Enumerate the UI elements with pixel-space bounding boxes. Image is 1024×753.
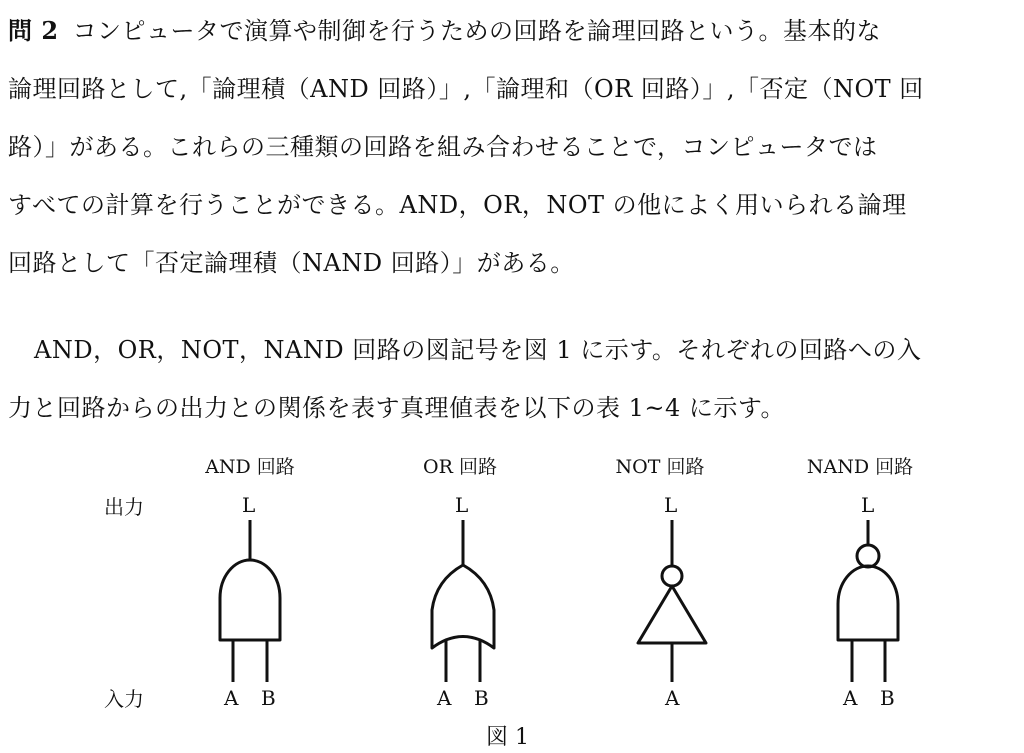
and-input-b: B bbox=[261, 686, 276, 710]
not-gate-title: NOT 回路 bbox=[615, 456, 705, 478]
text-line: 論理回路として,「論理積（AND 回路）」,「論理和（OR 回路）」,「否定（NOT 回 bbox=[8, 75, 924, 103]
or-input-a: A bbox=[437, 686, 452, 710]
or-input-b: B bbox=[474, 686, 489, 710]
not-input-a: A bbox=[665, 686, 680, 710]
nand-input-b: B bbox=[880, 686, 895, 710]
output-row-label: 出力 bbox=[104, 495, 144, 519]
or-gate-title: OR 回路 bbox=[423, 456, 497, 478]
input-row-label: 入力 bbox=[104, 687, 144, 711]
question-label: 問 2 bbox=[8, 16, 59, 45]
text-line: 力と回路からの出力との関係を表す真理値表を以下の表 1~4 に示す。 bbox=[8, 394, 785, 422]
and-input-a: A bbox=[224, 686, 239, 710]
nand-gate-symbol bbox=[838, 520, 898, 682]
text-line: AND，OR，NOT，NAND 回路の図記号を図 1 に示す。それぞれの回路への入 bbox=[34, 336, 922, 364]
nand-input-a: A bbox=[843, 686, 858, 710]
nand-output-label: L bbox=[861, 493, 875, 517]
and-output-label: L bbox=[242, 493, 256, 517]
or-gate-symbol bbox=[432, 520, 494, 682]
not-output-label: L bbox=[664, 493, 678, 517]
text-line: 問 2 コンピュータで演算や制御を行うための回路を論理回路という。基本的な bbox=[8, 16, 882, 45]
and-gate-title: AND 回路 bbox=[205, 456, 295, 478]
text-line: すべての計算を行うことができる。AND，OR，NOT の他によく用いられる論理 bbox=[8, 191, 907, 219]
nand-gate-title: NAND 回路 bbox=[806, 456, 914, 478]
text-line: 回路として「否定論理積（NAND 回路）」がある。 bbox=[8, 249, 575, 277]
or-output-label: L bbox=[455, 493, 469, 517]
and-gate-symbol bbox=[220, 520, 280, 682]
figure-caption: 図 1 bbox=[486, 725, 529, 750]
text-line: 路）」がある。これらの三種類の回路を組み合わせることで，コンピュータでは bbox=[8, 133, 878, 161]
not-gate-symbol bbox=[638, 520, 706, 682]
